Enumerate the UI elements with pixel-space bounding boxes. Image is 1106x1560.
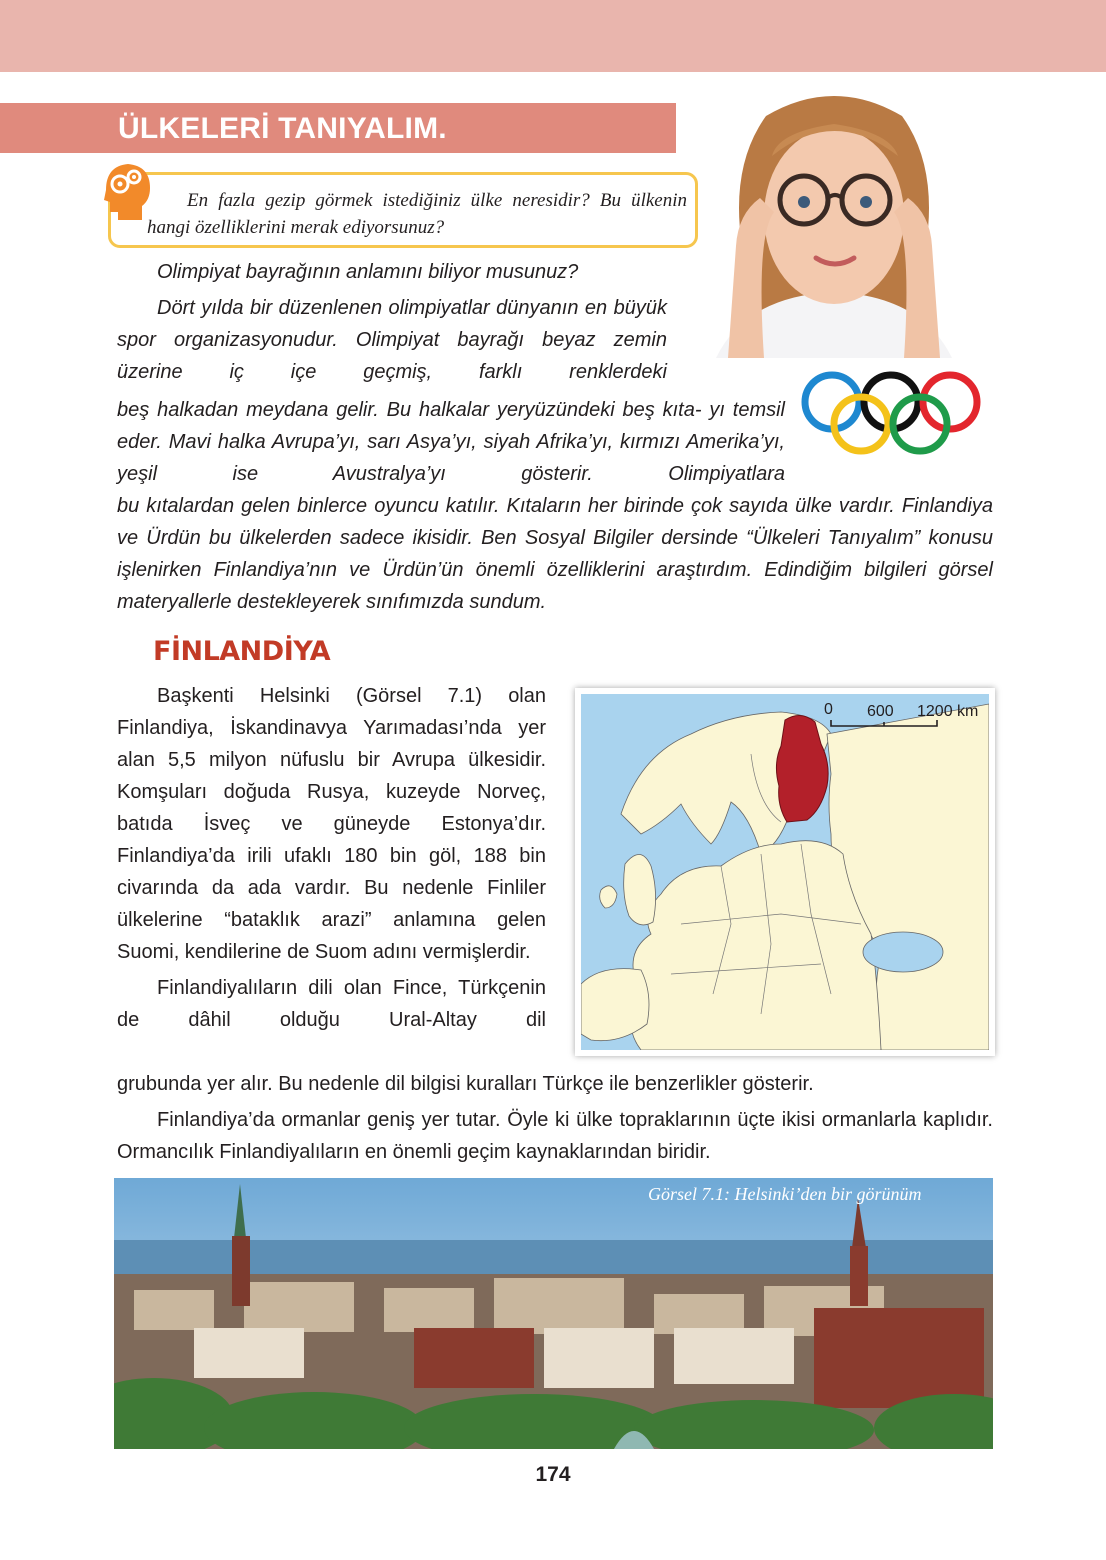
- finland-paragraph-3: Finlandiya’da ormanlar geniş yer tutar. Öyle ki ülke topraklarının üçte ikisi ormanlarla kaplıdır. Ormancılık Finlandiyalıların en önemli geçim kaynaklarından biridir.: [117, 1109, 993, 1163]
- europe-map: [581, 694, 989, 1050]
- finland-paragraph-1: Başkenti Helsinki (Görsel 7.1) olan Finlandiya, İskandinavya Yarımadası’nda yer alan 5,5 milyon nüfuslu bir Avrupa ülkesidir. Komşuları doğuda Rusya, kuzeyde Norveç, batıda İsveç ve güneyde Estonya’dır. Finlandiya’da irili ufaklı 180 bin göl, 188 bin civarında da ada vardır. Bu nedenle Finliler ülkelerine “bataklık arazi” anlamına gelen Suomi, kendilerine de Suom adını vermişlerdir.: [117, 685, 546, 963]
- map-scale-600: 600: [867, 703, 894, 720]
- map-scale-1200: 1200 km: [917, 703, 979, 720]
- helsinki-panorama-photo: [114, 1178, 993, 1449]
- top-color-band: [0, 0, 1106, 72]
- map-scale-0: 0: [824, 701, 833, 718]
- finland-paragraph-2-top: Finlandiyalıların dili olan Fince, Türkçenin de dâhil olduğu Ural-Altay dil: [117, 977, 546, 1031]
- olympic-question: Olimpiyat bayrağının anlamını biliyor musunuz?: [157, 261, 579, 283]
- chapter-title: ÜLKELERİ TANIYALIM.: [118, 112, 447, 145]
- section-heading-finland: FİNLANDİYA: [153, 636, 331, 667]
- europe-map-figure: [575, 688, 995, 1056]
- girl-with-glasses-image: [676, 96, 992, 358]
- olympic-text-block-top: [117, 256, 667, 388]
- page-number: 174: [535, 1463, 571, 1486]
- finland-text-block-wide: [117, 1068, 993, 1168]
- finland-text-block: [117, 680, 546, 1036]
- finland-paragraph-2-bottom: grubunda yer alır. Bu nedenle dil bilgisi kuralları Türkçe ile benzerlikler gösterir.: [117, 1073, 814, 1095]
- olympic-paragraph-middle: beş halkadan meydana gelir. Bu halkalar yeryüzündeki beş kıta- yı temsil eder. Mavi halka Avrupa’yı, sarı Asya’yı, siyah Afrika’yı, kırmızı Amerika’yı, yeşil ise Avustralya’yı gösterir. Olimpiyatlara: [117, 399, 785, 485]
- olympic-paragraph-top: Dört yılda bir düzenlenen olimpiyatlar dünyanın en büyük spor organizasyonudur. Olimpiyat bayrağı beyaz zemin üzerine iç içe geçmiş, farklı renklerdeki: [117, 297, 667, 383]
- head-gears-icon: [98, 160, 154, 222]
- olympic-rings-image: [798, 370, 984, 456]
- photo-caption: Görsel 7.1: Helsinki’den bir görünüm: [648, 1184, 922, 1204]
- intro-question-text: En fazla gezip görmek istediğiniz ülke neresidir? Bu ülkenin hangi özelliklerini merak ediyorsunuz?: [147, 190, 687, 238]
- intro-question-box: [108, 172, 698, 248]
- olympic-paragraph-bottom: bu kıtalardan gelen binlerce oyuncu katılır. Kıtaların her birinde çok sayıda ülke vardır. Finlandiya ve Ürdün bu ülkelerden sadece ikisidir. Ben Sosyal Bilgiler dersinde “Ülkeleri Tanıyalım” konusu işlenirken Finlandiya’nın ve Ürdün’ün önemli özelliklerini araştırdım. Edindiğim bilgileri görsel materyallerle destekleyerek sınıfımızda sundum.: [117, 495, 993, 613]
